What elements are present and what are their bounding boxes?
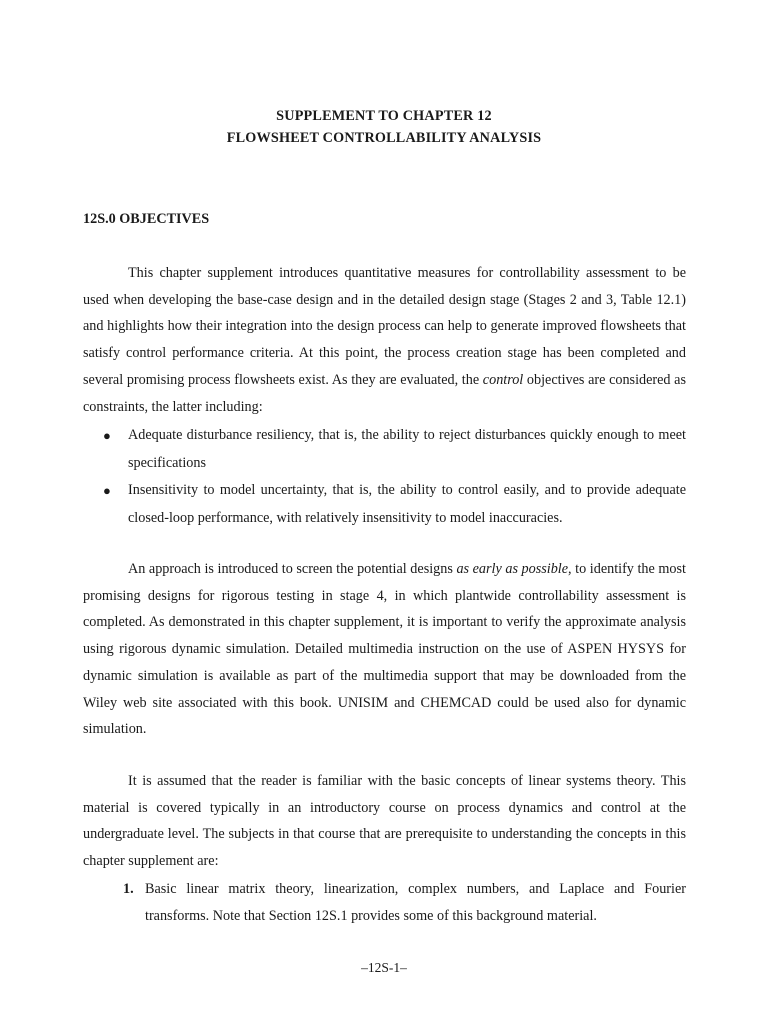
item-text: Basic linear matrix theory, linearization, complex numbers, and Laplace and Fourier transforms. Note that Section 12S.1 provides some of this background material. [145,881,686,924]
bullet-text: Adequate disturbance resiliency, that is, the ability to reject disturbances quickly enough to meet specifications [128,427,686,471]
paragraph-2-emphasis: as early as possible [456,561,569,577]
paragraph-1-text-a: This chapter supplement introduces quantitative measures for controllability assessment to be used when developing the base-case design and in the detailed design stage (Stages 2 and 3, Table 12.1) and highlights how their integration into the design process can help to generate improved flowsheets that satisfy control performance criteria. At this point, the process creation stage has been completed and several promising process flowsheets exist. As they are evaluated, the [83,265,686,388]
paragraph-3: It is assumed that the reader is familiar with the basic concepts of linear systems theory. This material is covered typically in an introductory course on process dynamics and control at the undergraduate level. The subjects in that course that are prerequisite to understanding the concepts in this chapter supplement are: [83,773,686,870]
paragraph-2-text-a: An approach is introduced to screen the potential designs [128,561,457,577]
paragraph-1-emphasis: control [482,371,524,388]
bullet-text: Insensitivity to model uncertainty, that is, the ability to control easily, and to provide adequate closed-loop performance, with relatively insensitivity to model inaccuracies. [128,482,686,526]
page-number: –12S-1– [361,960,407,975]
chapter-subtitle: FLOWSHEET CONTROLLABILITY ANALYSIS [226,130,542,146]
paragraph-2 [83,556,686,743]
chapter-title: SUPPLEMENT TO CHAPTER 12 [276,108,492,124]
paragraph-1-text-b: objectives are considered as constraints, the latter including: [83,371,686,415]
bullet-icon: ● [103,483,111,498]
item-number: 1. [123,881,134,897]
paragraph-2-text-b: , to identify the most promising designs for rigorous testing in stage 4, in which plantwide controllability assessment is completed. As demonstrated in this chapter supplement, it is important to verify the approximate analysis using rigorous dynamic simulation. Detailed multimedia instruction on the use of ASPEN HYSYS for dynamic simulation is available as part of the multimedia support that may be downloaded from the Wiley web site associated with this book. UNISIM and CHEMCAD could be used also for dynamic simulation. [83,561,686,738]
bullet-item [83,477,686,532]
bullet-icon: ● [103,428,111,443]
numbered-item [83,876,686,930]
paragraph-1 [83,260,686,420]
bullet-item [83,422,686,477]
prerequisites-numbered-list [83,876,686,930]
objectives-bullet-list [83,422,686,532]
section-heading: 12S.0 OBJECTIVES [83,211,210,227]
